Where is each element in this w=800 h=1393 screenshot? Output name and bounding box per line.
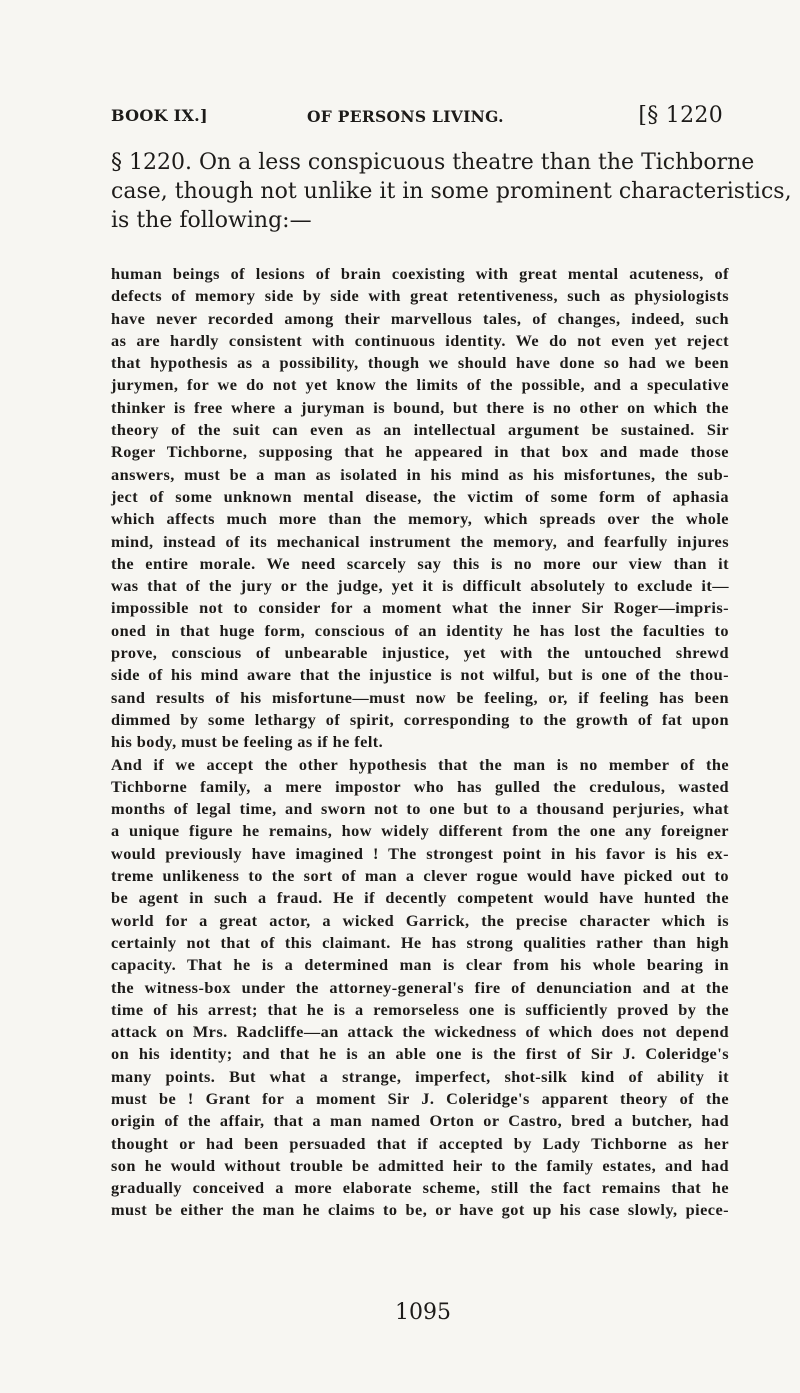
- body-line: the witness-box under the attorney-general's fire of denunciation and at the: [111, 977, 729, 997]
- body-line: his body, must be feeling as if he felt.: [111, 732, 384, 752]
- body-line: sand results of his misfortune—must now be feeling, or, if feeling has been: [111, 687, 729, 707]
- running-header: [111, 103, 723, 133]
- body-line: Tichborne family, a mere impostor who has gulled the credulous, wasted: [111, 776, 729, 796]
- body-line: certainly not that of this claimant. He has strong qualities rather than high: [111, 932, 729, 952]
- section-intro: [111, 148, 792, 235]
- header-title: OF PERSONS LIVING.: [307, 107, 504, 126]
- body-line: that hypothesis as a possibility, though we should have done so had we been: [111, 353, 729, 373]
- body-line: human beings of lesions of brain coexisting with great mental acuteness, of: [111, 264, 729, 283]
- body-line: defects of memory side by side with great retentiveness, such as physiologists: [111, 286, 729, 306]
- body-line: Roger Tichborne, supposing that he appeared in that box and made those: [111, 442, 729, 462]
- body-line: was that of the jury or the judge, yet it is difficult absolutely to exclude it—: [111, 576, 729, 596]
- body-line: months of legal time, and sworn not to one but to a thousand perjuries, what: [111, 799, 729, 819]
- body-line: attack on Mrs. Radcliffe—an attack the wickedness of which does not depend: [111, 1022, 729, 1042]
- body-line: side of his mind aware that the injustice is not wilful, but is one of the thou-: [111, 665, 729, 685]
- body-line: many points. But what a strange, imperfect, shot-silk kind of ability it: [111, 1066, 729, 1086]
- intro-line: case, though not unlike it in some prominent characteristics,: [111, 179, 792, 204]
- body-line: origin of the affair, that a man named Orton or Castro, bred a butcher, had: [111, 1111, 729, 1131]
- page-number: 1095: [395, 1300, 451, 1325]
- body-line: mind, instead of its mechanical instrument the memory, and fearfully injures: [111, 531, 729, 551]
- body-line: son he would without trouble be admitted heir to the family estates, and had: [111, 1155, 729, 1175]
- intro-line: is the following:—: [111, 208, 312, 233]
- body-line: gradually conceived a more elaborate scheme, still the fact remains that he: [111, 1178, 729, 1198]
- body-line: answers, must be a man as isolated in his mind as his misfortunes, the sub-: [111, 464, 729, 484]
- body-line: prove, conscious of unbearable injustice, yet with the untouched shrewd: [111, 643, 729, 663]
- body-line: treme unlikeness to the sort of man a clever rogue would have picked out to: [111, 866, 729, 886]
- body-line: would previously have imagined ! The strongest point in his favor is his ex-: [111, 843, 729, 863]
- body-line: ject of some unknown mental disease, the victim of some form of aphasia: [111, 486, 729, 506]
- body-line: be agent in such a fraud. He if decently competent would have hunted the: [111, 888, 729, 908]
- header-book-label: BOOK IX.]: [111, 106, 208, 125]
- body-line: dimmed by some lethargy of spirit, corresponding to the growth of fat upon: [111, 709, 729, 729]
- quoted-body-text: [111, 263, 729, 1222]
- body-line: capacity. That he is a determined man is clear from his whole bearing in: [111, 955, 729, 975]
- body-line: have never recorded among their marvellous tales, of changes, indeed, such: [111, 308, 729, 328]
- body-line: world for a great actor, a wicked Garrick, the precise character which is: [111, 910, 729, 930]
- body-line: must be either the man he claims to be, or have got up his case slowly, piece-: [111, 1200, 729, 1220]
- body-line: thought or had been persuaded that if accepted by Lady Tichborne as her: [111, 1133, 729, 1153]
- body-line: must be ! Grant for a moment Sir J. Coleridge's apparent theory of the: [111, 1088, 729, 1108]
- body-line: as are hardly consistent with continuous identity. We do not even yet reject: [111, 330, 729, 350]
- body-line: jurymen, for we do not yet know the limits of the possible, and a speculative: [111, 375, 729, 395]
- body-line: a unique figure he remains, how widely different from the one any foreigner: [111, 821, 729, 841]
- body-line: oned in that huge form, conscious of an identity he has lost the faculties to: [111, 620, 729, 640]
- body-line: which affects much more than the memory, which spreads over the whole: [111, 509, 729, 529]
- body-line: the entire morale. We need scarcely say this is no more our view than it: [111, 553, 729, 573]
- body-line: on his identity; and that he is an able one is the first of Sir J. Coleridge's: [111, 1044, 729, 1064]
- body-line: theory of the suit can even as an intellectual argument be sustained. Sir: [111, 420, 729, 440]
- intro-line: § 1220. On a less conspicuous theatre than the Tichborne: [111, 150, 755, 175]
- body-line: And if we accept the other hypothesis that the man is no member of the: [111, 754, 729, 774]
- body-line: impossible not to consider for a moment what the inner Sir Roger—impris-: [111, 598, 729, 618]
- body-line: time of his arrest; that he is a remorseless one is sufficiently proved by the: [111, 999, 729, 1019]
- header-section-number: [§ 1220: [638, 103, 723, 128]
- body-line: thinker is free where a juryman is bound, but there is no other on which the: [111, 397, 729, 417]
